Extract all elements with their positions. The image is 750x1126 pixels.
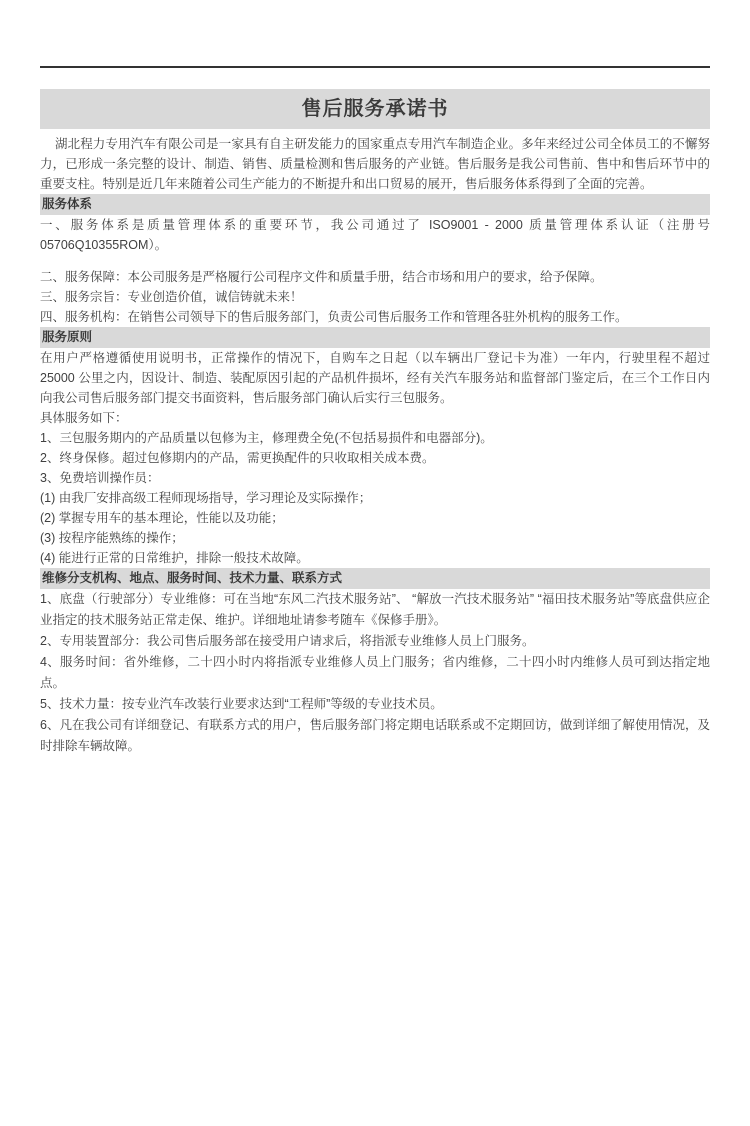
branch-item: 5、技术力量：按专业汽车改装行业要求达到“工程师”等级的专业技术员。	[40, 697, 443, 711]
repair-branches-list	[40, 589, 710, 757]
principles-subitem: (2) 掌握专用车的基本理论，性能以及功能；	[40, 511, 284, 525]
principles-subtitle: 具体服务如下：	[40, 411, 128, 425]
content-area	[40, 66, 710, 757]
principles-item: 1、三包服务期内的产品质量以包修为主，修理费全免(不包括易损件和电器部分)。	[40, 431, 493, 445]
principles-item: 3、免费培训操作员：	[40, 471, 160, 485]
service-system-item: 二、服务保障：本公司服务是严格履行公司程序文件和质量手册，结合市场和用户的要求，给予保障。	[40, 270, 603, 284]
principles-paragraph: 在用户严格遵循使用说明书，正常操作的情况下，自购车之日起（以车辆出厂登记卡为准）一年内，行驶里程不超过 25000 公里之内，因设计、制造、装配原因引起的产品机件损坏，经有关汽车服务站和监督部门鉴定后，在三个工作日内向我公司售后服务部门提交书面资料，售后服务部门确认后实行三包服务。	[40, 351, 710, 405]
section-heading-service-principles: 服务原则	[40, 327, 710, 348]
branch-item: 6、凡在我公司有详细登记、有联系方式的用户，售后服务部门将定期电话联系或不定期回访，做到详细了解使用情况，及时排除车辆故障。	[40, 718, 710, 753]
branch-item: 4、服务时间：省外维修，二十四小时内将指派专业维修人员上门服务；省内维修，二十四小时内维修人员可到达指定地点。	[40, 655, 710, 690]
principles-subitem: (3) 按程序能熟练的操作；	[40, 531, 184, 545]
service-system-item: 四、服务机构：在销售公司领导下的售后服务部门，负责公司售后服务工作和管理各驻外机构的服务工作。	[40, 310, 628, 324]
intro-paragraph: 湖北程力专用汽车有限公司是一家具有自主研发能力的国家重点专用汽车制造企业。多年来经过公司全体员工的不懈努力，已形成一条完整的设计、制造、销售、质量检测和售后服务的产业链。售后服务是我公司售前、售中和售后环节中的重要支柱。特别是近几年来随着公司生产能力的不断提升和出口贸易的展开，售后服务体系得到了全面的完善。	[40, 137, 710, 191]
service-system-item: 一、服务体系是质量管理体系的重要环节，我公司通过了 ISO9001 - 2000 质量管理体系认证（注册号 05706Q10355ROM）。	[40, 218, 710, 252]
principles-item: 2、终身保修。超过包修期内的产品，需更换配件的只收取相关成本费。	[40, 451, 435, 465]
header-rule	[40, 66, 710, 68]
principles-subitem: (1) 由我厂安排高级工程师现场指导，学习理论及实际操作；	[40, 491, 372, 505]
service-system-item: 三、服务宗旨：专业创造价值，诚信铸就未来！	[40, 290, 303, 304]
blank-line-spacer	[40, 255, 710, 267]
branch-item: 2、专用装置部分：我公司售后服务部在接受用户请求后，将指派专业维修人员上门服务。	[40, 634, 535, 648]
page-title: 售后服务承诺书	[40, 89, 710, 129]
service-system-list	[40, 215, 710, 327]
principles-subitem: (4) 能进行正常的日常维护，排除一般技术故障。	[40, 551, 309, 565]
section-heading-repair-branches: 维修分支机构、地点、服务时间、技术力量、联系方式	[40, 568, 710, 589]
document-page	[0, 66, 750, 1126]
branch-item: 1、底盘（行驶部分）专业维修：可在当地“东风二汽技术服务站”、 “解放一汽技术服务站” “福田技术服务站”等底盘供应企业指定的技术服务站正常走保、维护。详细地址请参考随车《保修手册》。	[40, 592, 710, 627]
section-heading-service-system: 服务体系	[40, 194, 710, 215]
service-principles-block	[40, 348, 710, 568]
